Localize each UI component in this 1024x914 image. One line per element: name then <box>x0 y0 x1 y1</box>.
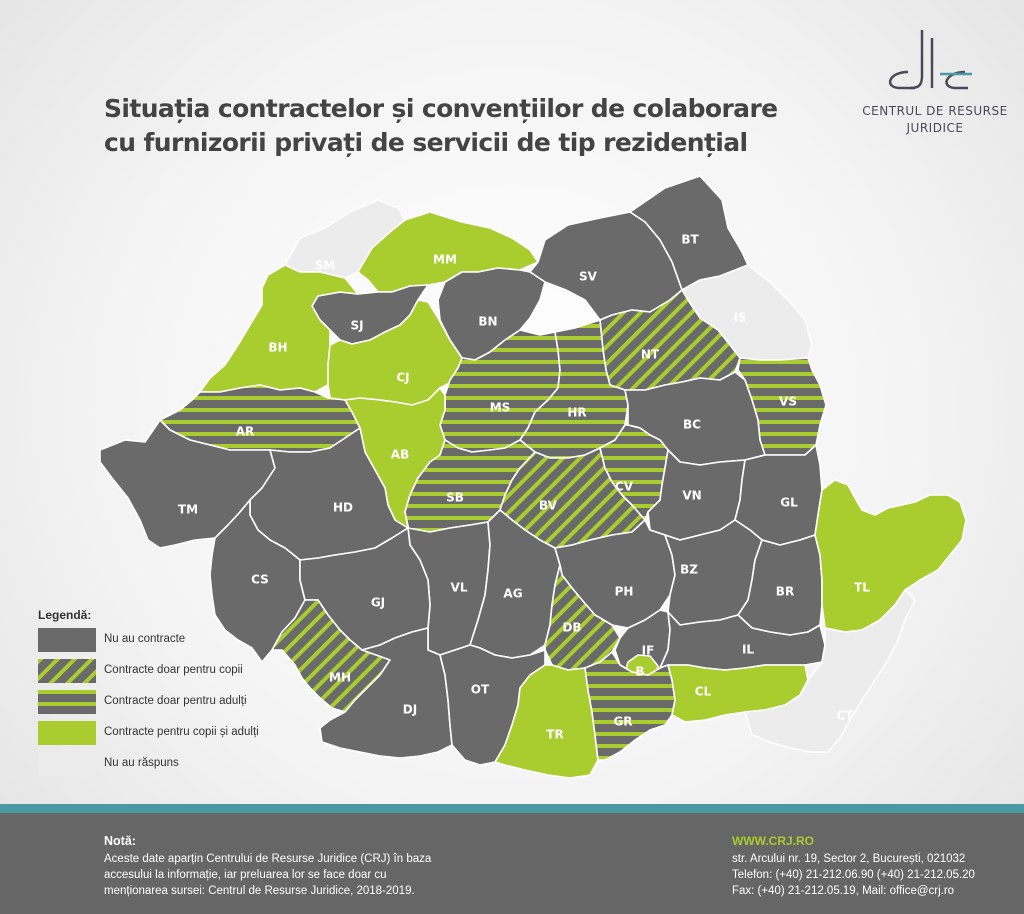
legend-item-none <box>38 628 338 659</box>
legend-item-noreply <box>38 752 338 783</box>
legend <box>38 608 338 783</box>
county-label-tl: TL <box>854 580 870 595</box>
county-label-ph: PH <box>614 584 634 599</box>
county-label-tm: TM <box>177 502 199 517</box>
county-label-ab: AB <box>390 447 410 462</box>
county-label-vs: VS <box>779 394 797 409</box>
contact-fax: Fax: (+40) 21-212.05.19, Mail: office@crj.ro <box>732 885 955 897</box>
county-label-mm: MM <box>433 252 457 267</box>
county-label-if: IF <box>641 643 655 658</box>
county-label-bh: BH <box>268 340 288 355</box>
county-label-bn: BN <box>478 314 498 329</box>
county-label-ar: AR <box>235 424 255 439</box>
county-label-tr: TR <box>546 727 564 742</box>
title-line-2: cu furnizorii privați de servicii de tip rezidențial <box>104 128 748 157</box>
county-label-sm: SM <box>314 258 336 273</box>
county-label-ag: AG <box>503 586 523 601</box>
legend-swatch-both <box>38 721 96 745</box>
note-title: Notă: <box>104 834 136 848</box>
logo-text-line-2: JURIDICE <box>906 121 964 135</box>
logo-text-line-1: CENTRUL DE RESURSE <box>862 104 1008 118</box>
county-label-ms: MS <box>489 400 511 415</box>
county-label-ct: CT <box>836 708 854 723</box>
county-label-vn: VN <box>682 488 702 503</box>
county-label-il: IL <box>741 642 755 657</box>
legend-title: Legendă: <box>38 608 92 622</box>
county-label-ot: OT <box>470 682 490 697</box>
county-label-gj: GJ <box>370 595 386 610</box>
county-label-is: IS <box>733 310 747 325</box>
county-label-cj: CJ <box>396 370 410 385</box>
footer-divider <box>0 804 1024 813</box>
county-label-bv: BV <box>539 498 557 513</box>
county-label-hd: HD <box>332 500 354 515</box>
legend-swatch-adults <box>38 690 96 714</box>
county-label-nt: NT <box>640 347 660 362</box>
county-label-cv: CV <box>614 479 634 494</box>
county-label-bc: BC <box>683 417 701 432</box>
title-line-1: Situația contractelor și convențiilor de colaborare <box>104 94 778 123</box>
contact-phone: Telefon: (+40) 21-212.06.90 (+40) 21-212.05.20 <box>732 869 975 881</box>
legend-swatch-noreply <box>38 752 96 776</box>
legend-label-adults: Contracte doar pentru adulți <box>104 695 247 707</box>
county-label-vl: VL <box>450 580 468 595</box>
county-label-bt: BT <box>681 232 699 247</box>
county-label-sb: SB <box>446 490 464 505</box>
county-label-br: BR <box>775 584 795 599</box>
county-label-gr: GR <box>613 714 633 729</box>
website-link[interactable]: WWW.CRJ.RO <box>732 834 814 848</box>
county-label-dj: DJ <box>402 702 418 717</box>
contact-address: str. Arcului nr. 19, Sector 2, București, 021032 <box>732 853 966 865</box>
legend-item-children <box>38 659 338 690</box>
county-label-sv: SV <box>579 269 597 284</box>
county-label-bz: BZ <box>680 562 698 577</box>
legend-label-noreply: Nu au răspuns <box>104 757 179 769</box>
legend-label-children: Contracte doar pentru copii <box>104 664 243 676</box>
county-label-gl: GL <box>780 495 798 510</box>
county-label-mh: MH <box>329 670 351 685</box>
legend-item-adults <box>38 690 338 721</box>
legend-swatch-none <box>38 628 96 652</box>
county-label-sj: SJ <box>350 318 364 333</box>
legend-label-both: Contracte pentru copii și adulți <box>104 726 259 738</box>
legend-item-both <box>38 721 338 752</box>
county-label-cs: CS <box>251 572 269 587</box>
footer <box>0 813 1024 914</box>
county-label-hr: HR <box>567 405 587 420</box>
footer-contact <box>732 833 1017 899</box>
footer-note <box>104 833 444 899</box>
legend-swatch-children <box>38 659 96 683</box>
note-text: Aceste date aparțin Centrului de Resurse Juridice (CRJ) în baza accesului la informație, iar preluarea lor se face doar cu menționarea sursei: Centrul de Resurse Juridice, 2018-2019. <box>104 853 432 897</box>
county-label-cl: CL <box>694 684 712 699</box>
legend-label-none: Nu au contracte <box>104 633 186 645</box>
county-label-db: DB <box>562 620 582 635</box>
county-label-b: B <box>635 664 645 679</box>
